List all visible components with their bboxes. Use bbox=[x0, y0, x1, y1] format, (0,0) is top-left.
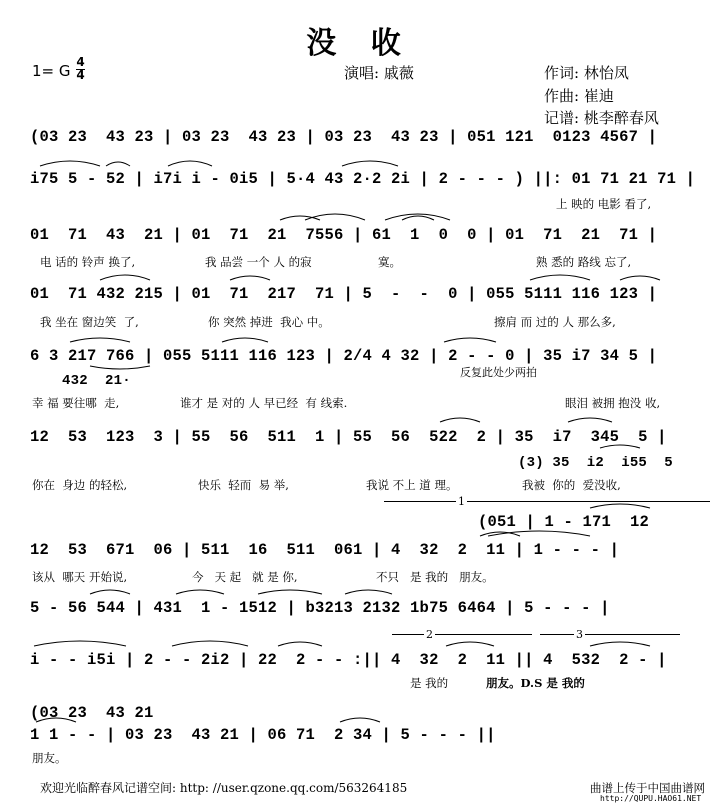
lyrics-line-6c: 我说 不上 道 理。 bbox=[366, 478, 458, 492]
upload-badge: 曲谱上传于中国曲谱网 bbox=[590, 781, 705, 795]
lyrics-line-3a: 电 话的 铃声 换了, bbox=[40, 255, 136, 269]
transcriber-credit: 记谱: 桃李醉春风 bbox=[544, 109, 659, 127]
lyrics-line-3d: 熟 悉的 路线 忘了, bbox=[536, 255, 632, 269]
time-signature-bottom: 4 bbox=[76, 68, 85, 82]
lyrics-line-3c: 寞。 bbox=[378, 255, 401, 269]
lyrics-line-4b: 你 突然 掉进 我心 中。 bbox=[208, 315, 330, 329]
score-line-9: i - - i5i | 2 - - 2i2 | 22 2 - - :|| 4 32 2 11 || 4 532 2 - | bbox=[30, 651, 667, 669]
lyrics-line-5b: 谁才 是 对的 人 早已经 有 线索. bbox=[180, 396, 348, 410]
score-line-6-alt: (3) 35 i2 i55 5 bbox=[518, 455, 673, 471]
lyrics-line-5a: 幸 福 要往哪 走, bbox=[32, 396, 120, 410]
lyrics-line-7b: 今 天 起 就 是 你, bbox=[192, 570, 298, 584]
key-signature: 1= G bbox=[32, 62, 71, 80]
score-line-6: 12 53 123 3 | 55 56 511 1 | 55 56 522 2 | 35 i7 345 5 | bbox=[30, 428, 667, 446]
page-title: 没 收 bbox=[306, 26, 413, 61]
lyrics-line-9b: 朋友。D.S 是 我的 bbox=[486, 676, 585, 690]
lyrics-line-9a: 是 我的 bbox=[410, 676, 449, 690]
lyrics-line-5c: 眼泪 被拥 抱没 收, bbox=[565, 396, 661, 410]
volta-3-label: 3 bbox=[576, 628, 583, 641]
time-signature-top: 4 bbox=[76, 55, 85, 69]
lyrics-line-3b: 我 品尝 一个 人 的寂 bbox=[205, 255, 312, 269]
score-line-7-pickup: (051 | 1 - 171 12 bbox=[478, 513, 650, 531]
score-line-5-alt: 432 21· bbox=[62, 373, 131, 389]
score-line-4: 01 71 432 215 | 01 71 217 71 | 5 - - 0 | 055 5111 116 123 | bbox=[30, 285, 658, 303]
lyrics-line-6d: 我被 你的 爱没收, bbox=[522, 478, 621, 492]
lyrics-line-7a: 该从 哪天 开始说, bbox=[32, 570, 128, 584]
score-line-5: 6 3 217 766 | 055 5111 116 123 | 2/4 4 32 | 2 - - 0 | 35 i7 34 5 | bbox=[30, 347, 658, 365]
lyrics-line-2: 上 映的 电影 看了, bbox=[556, 197, 652, 211]
lyrics-line-4a: 我 坐在 窗边笑 了, bbox=[40, 315, 139, 329]
score-line-1: (03 23 43 23 | 03 23 43 23 | 03 23 43 23 | 051 121 0123 4567 | bbox=[30, 128, 658, 146]
singer-credit: 演唱: 戚薇 bbox=[344, 64, 414, 82]
volta-2-label: 2 bbox=[426, 628, 433, 641]
lyrics-line-6b: 快乐 轻而 易 举, bbox=[198, 478, 289, 492]
footer-text: 欢迎光临醉春风记谱空间: http: //user.qzone.qq.com/563264185 bbox=[40, 781, 408, 795]
composer-credit: 作曲: 崔迪 bbox=[544, 87, 614, 105]
score-line-3: 01 71 43 21 | 01 71 21 7556 | 61 1 0 0 | 01 71 21 71 | bbox=[30, 226, 658, 244]
volta-2-bracket bbox=[392, 634, 532, 635]
upload-badge-url: http://QUPU.HAO61.NET bbox=[600, 794, 702, 803]
volta-1-bracket bbox=[384, 501, 710, 502]
volta-1-label: 1 bbox=[458, 495, 465, 508]
lyricist-credit: 作词: 林怡凤 bbox=[544, 64, 629, 82]
time-signature bbox=[76, 57, 85, 81]
lyrics-line-7c: 不只 是 我的 朋友。 bbox=[376, 570, 494, 584]
score-line-8: 5 - 56 544 | 431 1 - 1512 | b3213 2132 1b75 6464 | 5 - - - | bbox=[30, 599, 610, 617]
lyrics-line-4c: 擦肩 而 过的 人 那么多, bbox=[494, 315, 616, 329]
score-line-10: 1 1 - - | 03 23 43 21 | 06 71 2 34 | 5 - - - || bbox=[30, 726, 496, 744]
score-line-2: i75 5 - 52 | i7i i - 0i5 | 5·4 43 2·2 2i | 2 - - - ) ||: 01 71 21 71 | bbox=[30, 170, 696, 188]
volta-3-bracket bbox=[540, 634, 680, 635]
repeat-note: 反复此处少两拍 bbox=[460, 366, 537, 379]
lyrics-line-6a: 你在 身边 的轻松, bbox=[32, 478, 128, 492]
score-line-10-pickup: (03 23 43 21 bbox=[30, 704, 154, 722]
lyrics-line-10: 朋友。 bbox=[32, 751, 67, 765]
score-line-7: 12 53 671 06 | 511 16 511 061 | 4 32 2 11 | 1 - - - | bbox=[30, 541, 620, 559]
